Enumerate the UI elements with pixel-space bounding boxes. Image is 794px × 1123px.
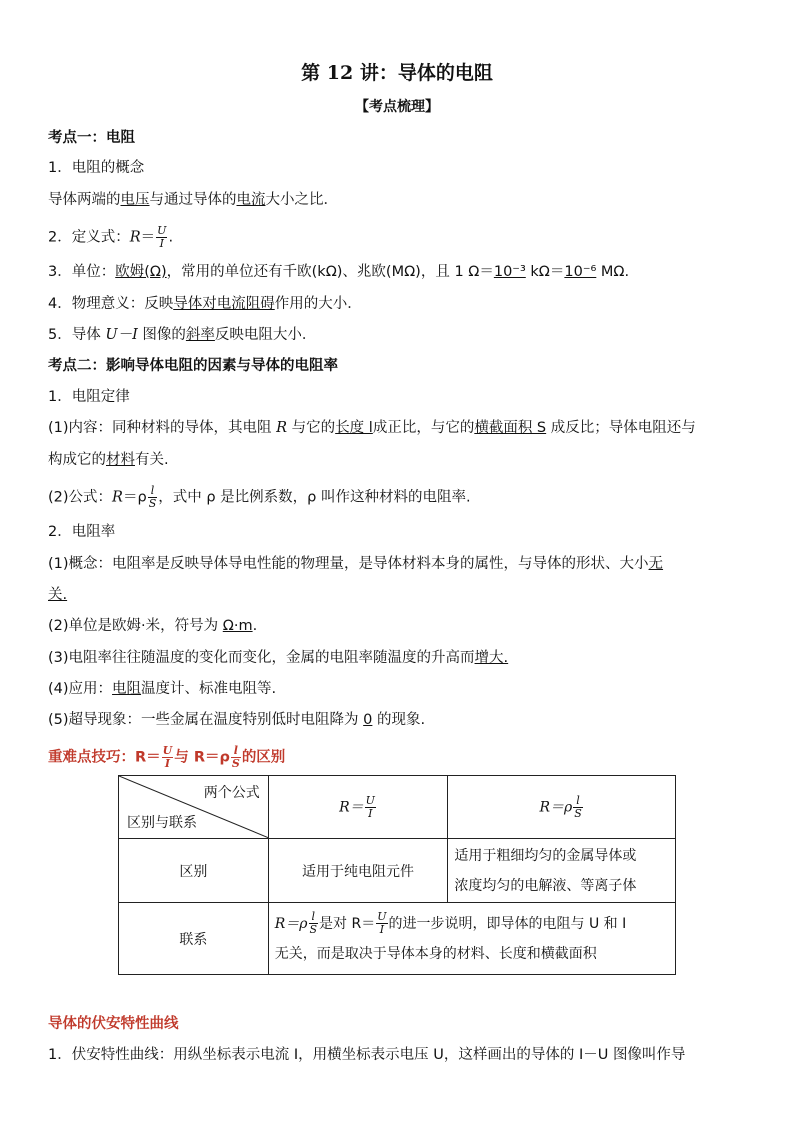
k2-line-1: 1．电阻定律 [48, 389, 130, 405]
k2-line-7: 关. [48, 587, 68, 603]
formula-header-1: R＝ $\frac{U}{I}$ [268, 776, 448, 839]
row-label-relation: 联系 [119, 903, 269, 975]
k2-line-2: (1)内容：同种材料的导体，其电阻 R 与它的长度 l成正比，与它的横截面积 S 成反比；导体电阻还与 [48, 420, 696, 436]
comparison-table [118, 775, 676, 975]
k1-line-2: 导体两端的电压与通过导体的电流大小之比． [48, 192, 338, 208]
k2-line-5: 2．电阻率 [48, 524, 116, 540]
k1-line-5: 4．物理意义：反映导体对电流阻碍作用的大小． [48, 296, 362, 312]
page-title: 第 12 讲：导体的电阻 [301, 62, 493, 84]
k2-line-11: (5)超导现象：一些金属在温度特别低时电阻降为 0 的现象. [48, 712, 426, 728]
va-heading: 导体的伏安特性曲线 [48, 1016, 179, 1032]
table-cell: 适用于纯电阻元件 [268, 839, 448, 903]
k1-line-1: 1．电阻的概念 [48, 160, 145, 176]
k2-line-4: (2)公式：R＝ρ $\frac{l}{S}$ ，式中 ρ 是比例系数，ρ 叫作这种材料的电阻率. [48, 484, 471, 510]
k2-line-9: (3)电阻率往往随温度的变化而变化，金属的电阻率随温度的升高而增大. [48, 650, 509, 666]
table-header-row [119, 776, 676, 839]
k2-line-10: (4)应用：电阻温度计、标准电阻等. [48, 681, 277, 697]
k2-line-6: (1)概念：电阻率是反映导体导电性能的物理量，是导体材料本身的属性，与导体的形状、大小无 [48, 556, 664, 572]
table-diagonal-header: 两个公式 区别与联系 [119, 776, 269, 839]
tip-heading: 重难点技巧：R＝ $\frac{U}{I}$ 与 R＝ρ $\frac{l}{S}$ 的区别 [48, 744, 286, 770]
table-cell: R＝ρ $\frac{l}{S}$ 是对 R＝ $\frac{U}{I}$ 的进一步说明，即导体的电阻与 U 和 I 无关，而是取决于导体本身的材料、长度和横截面积 [268, 903, 675, 975]
row-label-difference: 区别 [119, 839, 269, 903]
k1-line-3: 2．定义式：R＝ $\frac{U}{I}$ . [48, 224, 174, 250]
fraction-l-over-s: $\frac{l}{S}$ [148, 484, 157, 510]
heading-kaodian-2: 考点二：影响导体电阻的因素与导体的电阻率 [48, 358, 338, 374]
section-subtitle: 【考点梳理】 [355, 99, 439, 115]
k2-line-3: 构成它的材料有关. [48, 452, 169, 468]
k2-line-8: (2)单位是欧姆·米，符号为 Ω·m. [48, 618, 258, 634]
table-row [119, 839, 676, 903]
heading-kaodian-1: 考点一：电阻 [48, 130, 135, 146]
table-row [119, 903, 676, 975]
va-line-1: 1．伏安特性曲线：用纵坐标表示电流 I，用横坐标表示电压 U，这样画出的导体的 I－U 图像叫作导 [48, 1047, 686, 1063]
k1-line-4: 3．单位：欧姆(Ω)，常用的单位还有千欧(kΩ)、兆欧(MΩ)，且 1 Ω＝10⁻³ kΩ＝10⁻⁶ MΩ. [48, 264, 630, 280]
table-cell: 适用于粗细均匀的金属导体或 浓度均匀的电解液、等离子体 [448, 839, 676, 903]
fraction-u-over-i: $\frac{U}{I}$ [157, 224, 167, 250]
formula-header-2: R＝ρ $\frac{l}{S}$ [448, 776, 676, 839]
k1-line-6: 5．导体 U－I 图像的斜率反映电阻大小． [48, 327, 317, 343]
